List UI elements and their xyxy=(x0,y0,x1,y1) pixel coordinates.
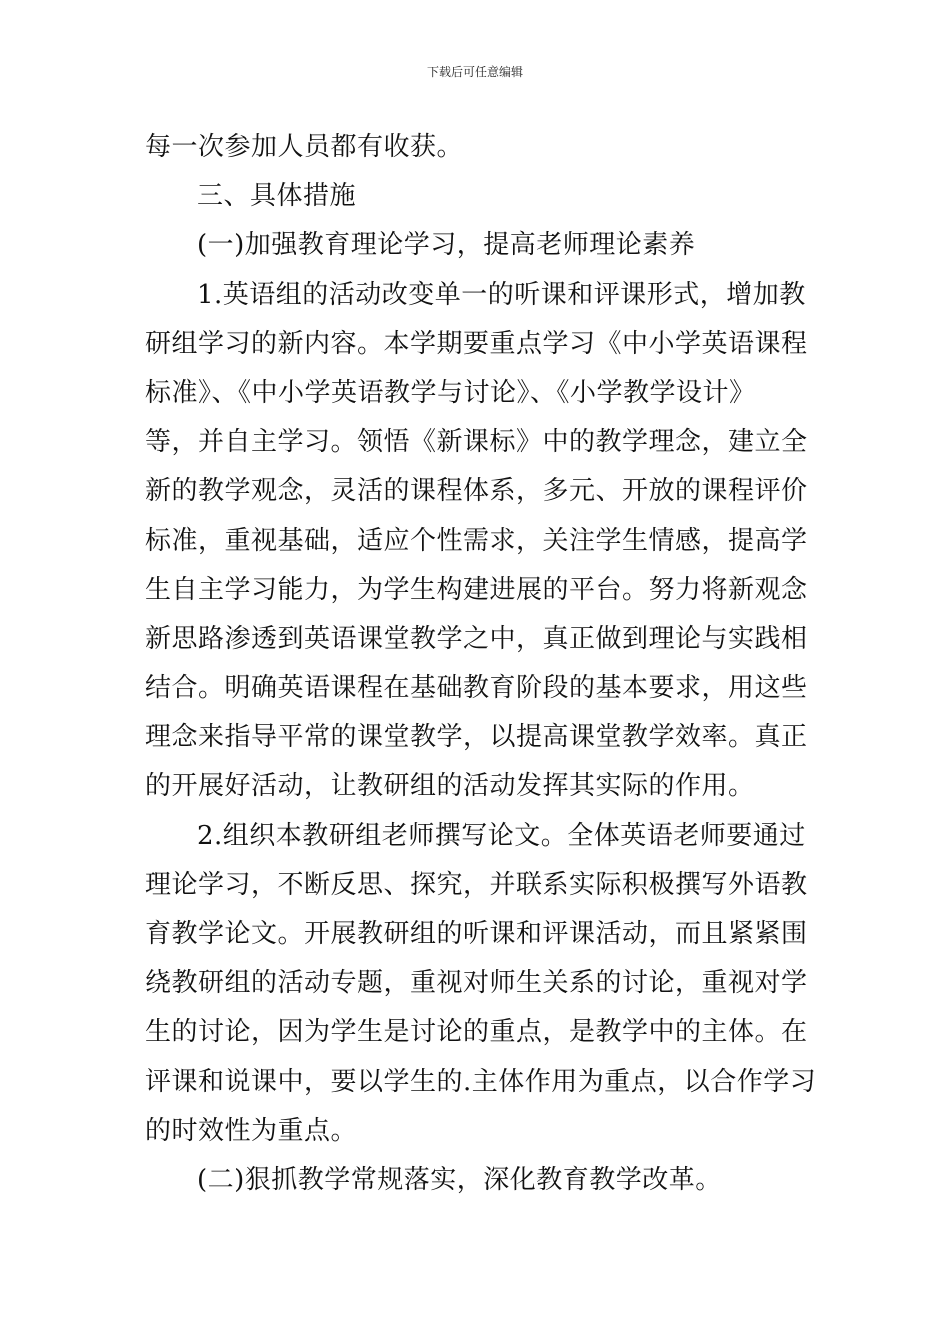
section-heading: 三、具体措施 xyxy=(197,181,357,212)
paragraph-line: 理论学习，不断反思、探究，并联系实际积极撰写外语教 xyxy=(145,869,808,900)
paragraph-line: 的时效性为重点。 xyxy=(145,1115,358,1146)
paragraph-line: 生自主学习能力，为学生构建进展的平台。努力将新观念 xyxy=(145,574,808,605)
paragraph-line: 理念来指导平常的课堂教学，以提高课堂教学效率。真正 xyxy=(145,722,808,753)
paragraph-line: 新的教学观念，灵活的课程体系，多元、开放的课程评价 xyxy=(145,476,808,507)
paragraph-line: 等，并自主学习。领悟《新课标》中的教学理念，建立全 xyxy=(145,427,808,458)
paragraph-line: 2.组织本教研组老师撰写论文。全体英语老师要通过 xyxy=(197,820,806,851)
paragraph-line: 1.英语组的活动改变单一的听课和评课形式，增加教 xyxy=(197,279,806,310)
paragraph-line: 评课和说课中，要以学生的.主体作用为重点，以合作学习 xyxy=(145,1066,817,1097)
paragraph-line: 标准》、《中小学英语教学与讨论》、《小学教学设计》 xyxy=(145,377,756,408)
subsection-heading: (二)狠抓教学常规落实，深化教育教学改革。 xyxy=(197,1164,722,1195)
paragraph-line: 新思路渗透到英语课堂教学之中，真正做到理论与实践相 xyxy=(145,623,808,654)
paragraph-line: 结合。明确英语课程在基础教育阶段的基本要求，用这些 xyxy=(145,673,808,704)
paragraph-line: 每一次参加人员都有收获。 xyxy=(145,132,464,162)
paragraph-line: 育教学论文。开展教研组的听课和评课活动，而且紧紧围 xyxy=(145,919,808,949)
document-body xyxy=(145,123,817,1205)
paragraph-line: 的开展好活动，让教研组的活动发挥其实际的作用。 xyxy=(145,771,755,802)
paragraph-line: 绕教研组的活动专题，重视对师生关系的讨论，重视对学 xyxy=(145,968,808,999)
page-header-note: 下载后可任意编辑 xyxy=(426,65,523,79)
paragraph-line: 生的讨论，因为学生是讨论的重点，是教学中的主体。在 xyxy=(145,1017,808,1048)
paragraph-line: 标准，重视基础，适应个性需求，关注学生情感，提高学 xyxy=(145,525,808,556)
paragraph-line: 研组学习的新内容。本学期要重点学习《中小学英语课程 xyxy=(145,328,808,359)
subsection-heading: (一)加强教育理论学习，提高老师理论素养 xyxy=(197,230,696,261)
